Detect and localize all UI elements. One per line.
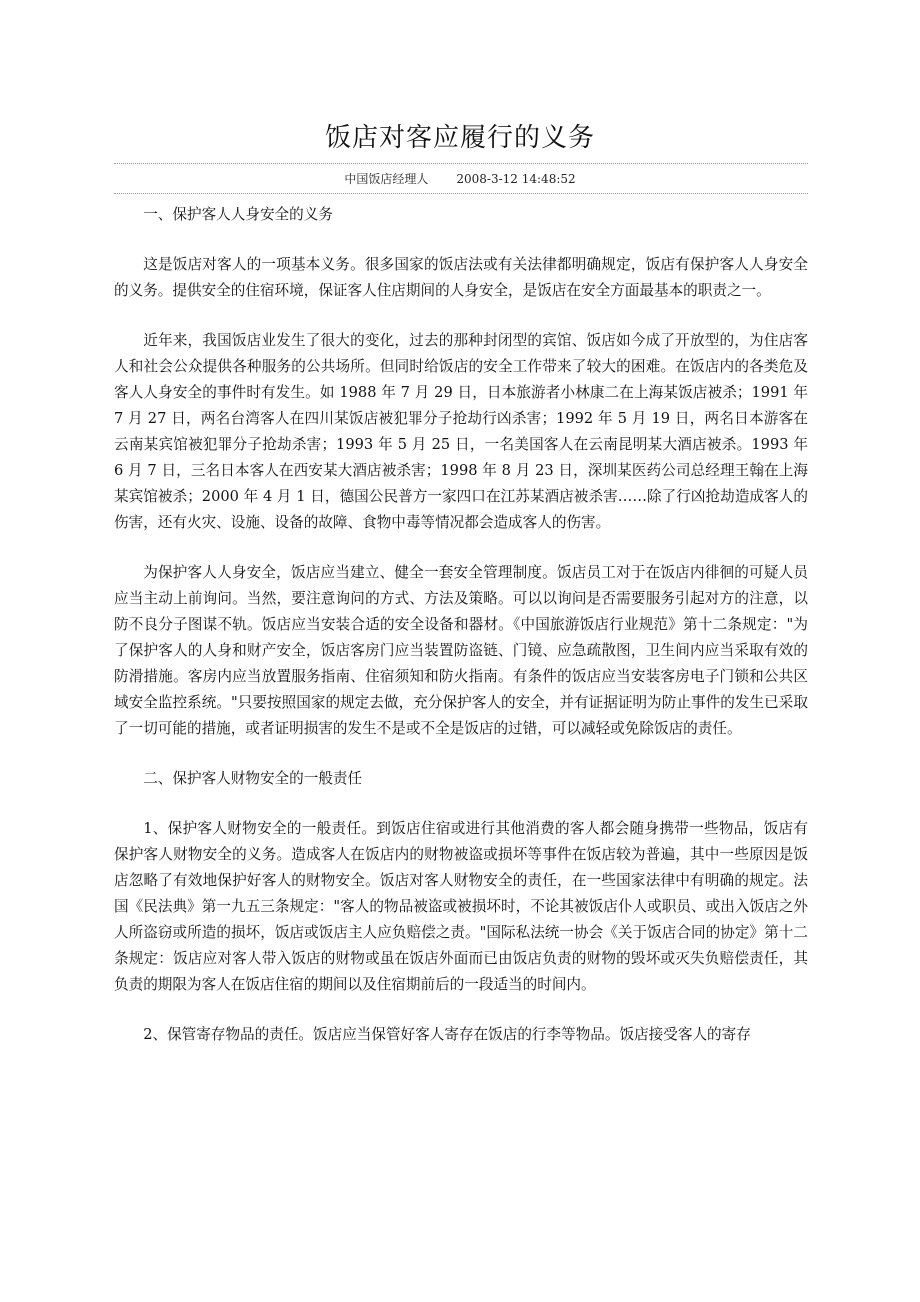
article-body: [114, 202, 808, 1072]
paragraph-1-2: 近年来，我国饭店业发生了很大的变化，过去的那种封闭型的宾馆、饭店如今成了开放型的，为住店客人和社会公众提供各种服务的公共场所。但同时给饭店的安全工作带来了较大的困难。在饭店内的各类危及客人人身安全的事件时有发生。如 1988 年 7 月 29 日，日本旅游者小林康二在上海某饭店被杀；1991 年 7 月 27 日，两名台湾客人在四川某饭店被犯罪分子抢劫行凶杀害；1992 年 5 月 19 日，两名日本游客在云南某宾馆被犯罪分子抢劫杀害；1993 年 5 月 25 日，一名美国客人在云南昆明某大酒店被杀。1993 年 6 月 7 日，三名日本客人在西安某大酒店被杀害；1998 年 8 月 23 日，深圳某医药公司总经理王翰在上海某宾馆被杀；2000 年 4 月 1 日，德国公民普方一家四口在江苏某酒店被杀害……除了行凶抢劫造成客人的伤害，还有火灾、设施、设备的故障、食物中毒等情况都会造成客人的伤害。: [114, 332, 808, 531]
title-divider-top: [114, 163, 808, 164]
article-title: 饭店对客应履行的义务: [324, 123, 595, 153]
title-divider-bottom: [114, 193, 808, 194]
section-heading-1: 一、保护客人人身安全的义务: [143, 206, 333, 223]
paragraph-1-1: 这是饭店对客人的一项基本义务。很多国家的饭店法或有关法律都明确规定，饭店有保护客人人身安全的义务。提供安全的住宿环境，保证客人住店期间的人身安全，是饭店在安全方面最基本的职责之一。: [114, 256, 808, 299]
paragraph-2-1: 1、保护客人财物安全的一般责任。到饭店住宿或进行其他消费的客人都会随身携带一些物品，饭店有保护客人财物安全的义务。造成客人在饭店内的财物被盗或损坏等事件在饭店较为普遍，其中一些原因是饭店忽略了有效地保护好客人的财物安全。饭店对客人财物安全的责任，在一些国家法律中有明确的规定。法国《民法典》第一九五三条规定："客人的物品被盗或被损坏时，不论其被饭店仆人或职员、或出入饭店之外人所盗窃或所造的损坏，饭店或饭店主人应负赔偿之责。"国际私法统一协会《关于饭店合同的协定》第十二条规定：饭店应对客人带入饭店的财物或虽在饭店外面而已由饭店负责的财物的毁坏或灭失负赔偿责任，其负责的期限为客人在饭店住宿的期间以及住宿期前后的一段适当的时间内。: [114, 820, 808, 993]
paragraph-2-2: 2、保管寄存物品的责任。饭店应当保管好客人寄存在饭店的行李等物品。饭店接受客人的寄存: [143, 1026, 751, 1043]
article-source: 中国饭店经理人: [344, 172, 429, 186]
section-heading-2: 二、保护客人财物安全的一般责任: [143, 770, 363, 787]
paragraph-1-3: 为保护客人人身安全，饭店应当建立、健全一套安全管理制度。饭店员工对于在饭店内徘徊的可疑人员应当主动上前询问。当然，要注意询问的方式、方法及策略。可以以询问是否需要服务引起对方的注意，以防不良分子图谋不轨。饭店应当安装合适的安全设备和器材。《中国旅游饭店行业规范》第十二条规定："为了保护客人的人身和财产安全，饭店客房门应当装置防盗链、门镜、应急疏散图，卫生间内应当采取有效的防滑措施。客房内应当放置服务指南、住宿须知和防火指南。有条件的饭店应当安装客房电子门锁和公共区域安全监控系统。"只要按照国家的规定去做，充分保护客人的安全，并有证据证明为防止事件的发生已采取了一切可能的措施，或者证明损害的发生不是或不全是饭店的过错，可以减轻或免除饭店的责任。: [114, 564, 808, 737]
article-meta: [0, 169, 920, 189]
article-datetime: 2008-3-12 14:48:52: [456, 172, 576, 186]
